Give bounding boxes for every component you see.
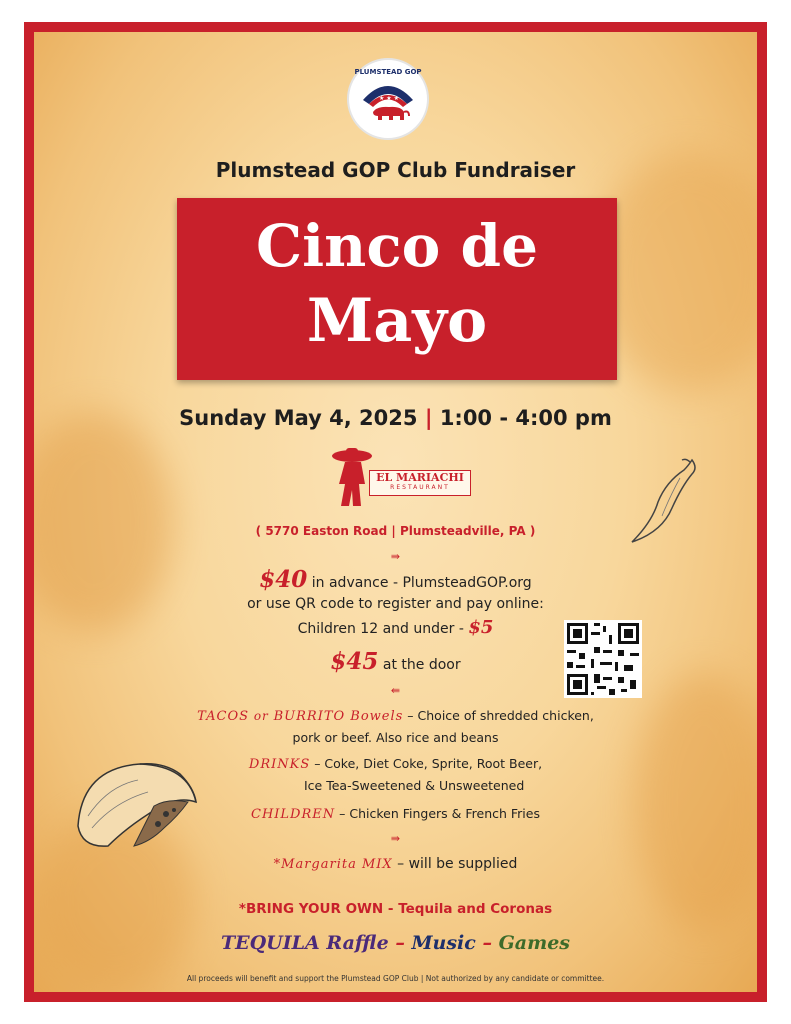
date-time: 1:00 - 4:00 pm	[439, 406, 612, 430]
drinks-heading: DRINKS	[248, 757, 311, 772]
el-mariachi-logo	[319, 444, 469, 514]
children-price: $5	[468, 617, 494, 638]
tacos-text: – Choice of shredded chicken,	[403, 708, 594, 723]
event-address: ( 5770 Easton Road | Plumsteadville, PA )	[255, 524, 536, 538]
parchment-background	[34, 32, 757, 992]
restaurant-name: EL MARIACHI	[376, 471, 464, 484]
children-heading: CHILDREN	[251, 807, 336, 822]
restaurant-sub: RESTAURANT	[390, 484, 450, 491]
door-text: at the door	[378, 657, 461, 673]
advance-price-line	[34, 566, 757, 593]
tacos-or: or	[249, 709, 274, 723]
date-day: Sunday May 4, 2025	[179, 406, 418, 430]
margarita-text: – will be supplied	[392, 856, 518, 872]
children-menu-text: – Chicken Fingers & French Fries	[335, 806, 540, 821]
children-price-line	[34, 617, 757, 638]
burrito-heading: BURRITO Bowels	[273, 709, 404, 724]
advance-price: $40	[259, 566, 308, 593]
children-text: Children 12 and under -	[297, 621, 469, 637]
logo-text: PLUMSTEAD GOP	[354, 68, 422, 76]
tacos-text-2: pork or beef. Also rice and beans	[292, 730, 499, 745]
margarita-heading: *Margarita MIX	[273, 857, 393, 872]
divider-arrow-1: ⇛	[390, 550, 401, 563]
date-separator: |	[424, 406, 433, 430]
tequila-raffle: TEQUILA Raffle	[221, 932, 389, 954]
bring-your-own: *BRING YOUR OWN - Tequila and Coronas	[238, 901, 553, 917]
plumstead-gop-logo	[347, 58, 429, 140]
qr-instructions: or use QR code to register and pay online:	[247, 596, 544, 612]
advance-text: in advance - PlumsteadGOP.org	[307, 575, 532, 591]
title-line-1: Cinco de	[255, 212, 538, 280]
event-date	[34, 406, 757, 430]
tacos-heading: TACOS	[197, 709, 250, 724]
door-price: $45	[330, 648, 379, 675]
divider-arrow-3: ⇛	[390, 832, 401, 845]
music: Music	[411, 932, 476, 954]
title-banner	[177, 198, 617, 380]
dash-2: –	[475, 932, 499, 954]
taco-icon	[68, 756, 202, 856]
event-subtitle: Plumstead GOP Club Fundraiser	[215, 158, 576, 182]
drinks-text: – Coke, Diet Coke, Sprite, Root Beer,	[310, 756, 543, 771]
dash-1: –	[388, 932, 412, 954]
games: Games	[498, 932, 570, 954]
svg-text:★ ★ ★: ★ ★ ★	[379, 95, 399, 102]
title-line-2: Mayo	[306, 286, 488, 356]
door-price-line	[34, 648, 757, 675]
tacos-line	[34, 708, 757, 724]
raffle-music-games	[34, 932, 757, 954]
margarita-line	[34, 856, 757, 872]
divider-arrow-2: ⇚	[390, 684, 401, 697]
disclaimer: All proceeds will benefit and support the Plumstead GOP Club | Not authorized by any candidate or committee.	[186, 974, 605, 983]
drinks-text-2: Ice Tea-Sweetened & Unsweetened	[304, 778, 525, 793]
